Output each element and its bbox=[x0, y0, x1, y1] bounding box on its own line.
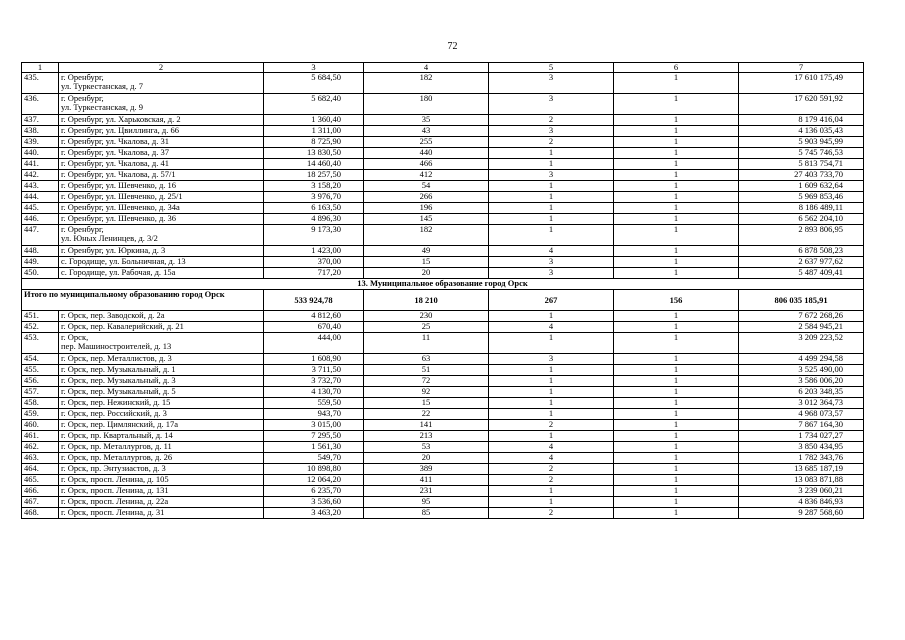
residents-cell: 51 bbox=[364, 365, 489, 376]
residents-cell: 440 bbox=[364, 148, 489, 159]
residents-cell: 182 bbox=[364, 225, 489, 246]
residents-cell: 11 bbox=[364, 333, 489, 354]
col6-cell: 1 bbox=[614, 508, 739, 519]
table-row bbox=[22, 311, 864, 322]
address-cell: г. Орск, просп. Ленина, д. 105 bbox=[59, 475, 264, 486]
cost-cell: 2 893 806,95 bbox=[739, 225, 864, 246]
area-cell: 10 898,80 bbox=[264, 464, 364, 475]
table-row bbox=[22, 181, 864, 192]
table-row bbox=[22, 486, 864, 497]
row-number: 464. bbox=[22, 464, 59, 475]
table-row bbox=[22, 387, 864, 398]
area-cell: 12 064,20 bbox=[264, 475, 364, 486]
col6-cell: 1 bbox=[614, 431, 739, 442]
area-cell: 3 711,50 bbox=[264, 365, 364, 376]
address-cell: г. Орск, пр. Металлургов, д. 11 bbox=[59, 442, 264, 453]
cost-cell: 5 487 409,41 bbox=[739, 268, 864, 279]
floors-cell: 1 bbox=[489, 365, 614, 376]
area-cell: 3 015,00 bbox=[264, 420, 364, 431]
cost-cell: 3 012 364,73 bbox=[739, 398, 864, 409]
cost-cell: 13 083 871,88 bbox=[739, 475, 864, 486]
col6-cell: 1 bbox=[614, 170, 739, 181]
residents-cell: 389 bbox=[364, 464, 489, 475]
table-row bbox=[22, 431, 864, 442]
row-number: 462. bbox=[22, 442, 59, 453]
address-cell: г. Оренбург, ул. Шевченко, д. 16 bbox=[59, 181, 264, 192]
table-row bbox=[22, 148, 864, 159]
area-cell: 1 608,90 bbox=[264, 354, 364, 365]
table-row bbox=[22, 94, 864, 115]
col6-cell: 1 bbox=[614, 73, 739, 94]
area-cell: 3 976,70 bbox=[264, 192, 364, 203]
area-cell: 559,50 bbox=[264, 398, 364, 409]
cost-cell: 7 672 268,26 bbox=[739, 311, 864, 322]
address-cell: г. Оренбург, ул. Шевченко, д. 25/1 bbox=[59, 192, 264, 203]
col6-cell: 1 bbox=[614, 409, 739, 420]
row-number: 466. bbox=[22, 486, 59, 497]
residents-cell: 20 bbox=[364, 453, 489, 464]
header-cell: 4 bbox=[364, 63, 489, 73]
floors-cell: 1 bbox=[489, 192, 614, 203]
table-row bbox=[22, 322, 864, 333]
row-number: 461. bbox=[22, 431, 59, 442]
cost-cell: 6 562 204,10 bbox=[739, 214, 864, 225]
floors-cell: 3 bbox=[489, 354, 614, 365]
floors-cell: 1 bbox=[489, 431, 614, 442]
residents-cell: 412 bbox=[364, 170, 489, 181]
floors-cell: 1 bbox=[489, 148, 614, 159]
floors-cell: 4 bbox=[489, 442, 614, 453]
row-number: 465. bbox=[22, 475, 59, 486]
floors-cell: 3 bbox=[489, 257, 614, 268]
col6-cell: 1 bbox=[614, 126, 739, 137]
residents-cell: 22 bbox=[364, 409, 489, 420]
cost-cell: 5 969 853,46 bbox=[739, 192, 864, 203]
area-cell: 370,00 bbox=[264, 257, 364, 268]
area-cell: 1 360,40 bbox=[264, 115, 364, 126]
address-cell: г. Оренбург, ул. Туркестанская, д. 9 bbox=[59, 94, 264, 115]
residents-cell: 255 bbox=[364, 137, 489, 148]
area-cell: 1 311,00 bbox=[264, 126, 364, 137]
address-cell: г. Оренбург, ул. Юных Ленинцев, д. 3/2 bbox=[59, 225, 264, 246]
table-row bbox=[22, 442, 864, 453]
residents-cell: 15 bbox=[364, 398, 489, 409]
housing-table bbox=[21, 62, 864, 519]
col6-cell: 1 bbox=[614, 387, 739, 398]
cost-cell: 3 586 006,20 bbox=[739, 376, 864, 387]
header-cell: 2 bbox=[59, 63, 264, 73]
address-cell: г. Орск, пер. Музыкальный, д. 1 bbox=[59, 365, 264, 376]
table-row bbox=[22, 365, 864, 376]
area-cell: 6 163,50 bbox=[264, 203, 364, 214]
row-number: 439. bbox=[22, 137, 59, 148]
address-cell: г. Орск, пер. Нежинский, д. 15 bbox=[59, 398, 264, 409]
address-cell: г. Оренбург, ул. Цвиллинга, д. 66 bbox=[59, 126, 264, 137]
area-cell: 13 830,50 bbox=[264, 148, 364, 159]
table-row bbox=[22, 159, 864, 170]
row-number: 453. bbox=[22, 333, 59, 354]
area-cell: 3 463,20 bbox=[264, 508, 364, 519]
address-cell: г. Орск, пер. Металлистов, д. 3 bbox=[59, 354, 264, 365]
residents-cell: 20 bbox=[364, 268, 489, 279]
col6-cell: 1 bbox=[614, 442, 739, 453]
table-row bbox=[22, 137, 864, 148]
residents-cell: 182 bbox=[364, 73, 489, 94]
row-number: 467. bbox=[22, 497, 59, 508]
floors-cell: 4 bbox=[489, 246, 614, 257]
cost-cell: 27 403 733,70 bbox=[739, 170, 864, 181]
row-number: 437. bbox=[22, 115, 59, 126]
cost-cell: 4 136 035,43 bbox=[739, 126, 864, 137]
col6-cell: 1 bbox=[614, 203, 739, 214]
cost-cell: 4 499 294,58 bbox=[739, 354, 864, 365]
address-cell: г. Оренбург, ул. Чкалова, д. 41 bbox=[59, 159, 264, 170]
row-number: 463. bbox=[22, 453, 59, 464]
area-cell: 549,70 bbox=[264, 453, 364, 464]
residents-cell: 196 bbox=[364, 203, 489, 214]
cost-cell: 1 609 632,64 bbox=[739, 181, 864, 192]
floors-cell: 1 bbox=[489, 486, 614, 497]
col6-cell: 1 bbox=[614, 214, 739, 225]
header-cell: 7 bbox=[739, 63, 864, 73]
col6-cell: 1 bbox=[614, 420, 739, 431]
col6-cell: 1 bbox=[614, 94, 739, 115]
table-row bbox=[22, 354, 864, 365]
row-number: 435. bbox=[22, 73, 59, 94]
row-number: 452. bbox=[22, 322, 59, 333]
table-row bbox=[22, 398, 864, 409]
cost-cell: 9 287 568,60 bbox=[739, 508, 864, 519]
cost-cell: 4 836 846,93 bbox=[739, 497, 864, 508]
col6-cell: 1 bbox=[614, 311, 739, 322]
row-number: 454. bbox=[22, 354, 59, 365]
total-label: Итого по муниципальному образованию город Орск bbox=[22, 290, 264, 311]
table-row bbox=[22, 333, 864, 354]
total-cost: 806 035 185,91 bbox=[739, 290, 864, 311]
area-cell: 4 896,30 bbox=[264, 214, 364, 225]
address-cell: г. Орск, пр. Квартальный, д. 14 bbox=[59, 431, 264, 442]
address-cell: г. Орск, пер. Машиностроителей, д. 13 bbox=[59, 333, 264, 354]
floors-cell: 3 bbox=[489, 73, 614, 94]
residents-cell: 95 bbox=[364, 497, 489, 508]
col6-cell: 1 bbox=[614, 376, 739, 387]
residents-cell: 49 bbox=[364, 246, 489, 257]
residents-cell: 411 bbox=[364, 475, 489, 486]
cost-cell: 7 867 164,30 bbox=[739, 420, 864, 431]
cost-cell: 3 209 223,52 bbox=[739, 333, 864, 354]
cost-cell: 17 610 175,49 bbox=[739, 73, 864, 94]
col6-cell: 1 bbox=[614, 464, 739, 475]
floors-cell: 1 bbox=[489, 181, 614, 192]
cost-cell: 8 179 416,04 bbox=[739, 115, 864, 126]
floors-cell: 1 bbox=[489, 387, 614, 398]
cost-cell: 6 203 348,35 bbox=[739, 387, 864, 398]
table-row bbox=[22, 376, 864, 387]
table-row bbox=[22, 126, 864, 137]
row-number: 468. bbox=[22, 508, 59, 519]
cost-cell: 3 525 490,00 bbox=[739, 365, 864, 376]
area-cell: 670,40 bbox=[264, 322, 364, 333]
floors-cell: 3 bbox=[489, 268, 614, 279]
table-row bbox=[22, 115, 864, 126]
floors-cell: 1 bbox=[489, 376, 614, 387]
row-number: 446. bbox=[22, 214, 59, 225]
row-number: 436. bbox=[22, 94, 59, 115]
row-number: 456. bbox=[22, 376, 59, 387]
total-row bbox=[22, 290, 864, 311]
row-number: 440. bbox=[22, 148, 59, 159]
col6-cell: 1 bbox=[614, 475, 739, 486]
area-cell: 18 257,50 bbox=[264, 170, 364, 181]
area-cell: 3 732,70 bbox=[264, 376, 364, 387]
table-row bbox=[22, 225, 864, 246]
residents-cell: 35 bbox=[364, 115, 489, 126]
address-cell: г. Орск, просп. Ленина, д. 31 bbox=[59, 508, 264, 519]
area-cell: 717,20 bbox=[264, 268, 364, 279]
table-row bbox=[22, 73, 864, 94]
address-cell: г. Орск, пер. Цимлянский, д. 17а bbox=[59, 420, 264, 431]
residents-cell: 466 bbox=[364, 159, 489, 170]
col6-cell: 1 bbox=[614, 268, 739, 279]
total-residents: 18 210 bbox=[364, 290, 489, 311]
area-cell: 1 561,30 bbox=[264, 442, 364, 453]
col6-cell: 1 bbox=[614, 365, 739, 376]
row-number: 458. bbox=[22, 398, 59, 409]
table-row bbox=[22, 475, 864, 486]
row-number: 457. bbox=[22, 387, 59, 398]
table-row bbox=[22, 508, 864, 519]
table-row bbox=[22, 246, 864, 257]
address-cell: г. Орск, пр. Энтузиастов, д. 3 bbox=[59, 464, 264, 475]
area-cell: 1 423,00 bbox=[264, 246, 364, 257]
residents-cell: 53 bbox=[364, 442, 489, 453]
cost-cell: 1 734 027,27 bbox=[739, 431, 864, 442]
area-cell: 14 460,40 bbox=[264, 159, 364, 170]
page-number: 72 bbox=[447, 41, 458, 52]
table-row bbox=[22, 170, 864, 181]
total-area: 533 924,78 bbox=[264, 290, 364, 311]
cost-cell: 1 782 343,76 bbox=[739, 453, 864, 464]
address-cell: с. Городище, ул. Рабочая, д. 15а bbox=[59, 268, 264, 279]
area-cell: 5 684,50 bbox=[264, 73, 364, 94]
col6-cell: 1 bbox=[614, 115, 739, 126]
header-cell: 5 bbox=[489, 63, 614, 73]
residents-cell: 92 bbox=[364, 387, 489, 398]
address-cell: г. Орск, пер. Российский, д. 3 bbox=[59, 409, 264, 420]
address-cell: с. Городище, ул. Больничная, д. 13 bbox=[59, 257, 264, 268]
cost-cell: 3 239 060,21 bbox=[739, 486, 864, 497]
section-title: 13. Муниципальное образование город Орск bbox=[22, 279, 864, 290]
row-number: 455. bbox=[22, 365, 59, 376]
total-col6: 156 bbox=[614, 290, 739, 311]
floors-cell: 2 bbox=[489, 137, 614, 148]
row-number: 442. bbox=[22, 170, 59, 181]
col6-cell: 1 bbox=[614, 137, 739, 148]
residents-cell: 25 bbox=[364, 322, 489, 333]
col6-cell: 1 bbox=[614, 322, 739, 333]
table-row bbox=[22, 420, 864, 431]
col6-cell: 1 bbox=[614, 148, 739, 159]
floors-cell: 1 bbox=[489, 398, 614, 409]
floors-cell: 1 bbox=[489, 497, 614, 508]
table-row bbox=[22, 192, 864, 203]
row-number: 447. bbox=[22, 225, 59, 246]
area-cell: 943,70 bbox=[264, 409, 364, 420]
residents-cell: 72 bbox=[364, 376, 489, 387]
row-number: 443. bbox=[22, 181, 59, 192]
address-cell: г. Орск, пр. Металлургов, д. 26 bbox=[59, 453, 264, 464]
address-cell: г. Орск, просп. Ленина, д. 22а bbox=[59, 497, 264, 508]
address-cell: г. Оренбург, ул. Шевченко, д. 36 bbox=[59, 214, 264, 225]
table-row bbox=[22, 409, 864, 420]
col6-cell: 1 bbox=[614, 333, 739, 354]
col6-cell: 1 bbox=[614, 192, 739, 203]
cost-cell: 5 745 746,53 bbox=[739, 148, 864, 159]
area-cell: 3 536,60 bbox=[264, 497, 364, 508]
address-cell: г. Оренбург, ул. Туркестанская, д. 7 bbox=[59, 73, 264, 94]
residents-cell: 145 bbox=[364, 214, 489, 225]
floors-cell: 4 bbox=[489, 453, 614, 464]
table-row bbox=[22, 497, 864, 508]
address-cell: г. Орск, просп. Ленина, д. 131 bbox=[59, 486, 264, 497]
cost-cell: 8 186 489,11 bbox=[739, 203, 864, 214]
col6-cell: 1 bbox=[614, 159, 739, 170]
total-floors: 267 bbox=[489, 290, 614, 311]
residents-cell: 54 bbox=[364, 181, 489, 192]
address-cell: г. Орск, пер. Кавалерийский, д. 21 bbox=[59, 322, 264, 333]
area-cell: 4 812,60 bbox=[264, 311, 364, 322]
row-number: 448. bbox=[22, 246, 59, 257]
cost-cell: 4 968 073,57 bbox=[739, 409, 864, 420]
address-cell: г. Оренбург, ул. Чкалова, д. 37 bbox=[59, 148, 264, 159]
table-row bbox=[22, 268, 864, 279]
address-cell: г. Орск, пер. Заводской, д. 2а bbox=[59, 311, 264, 322]
col6-cell: 1 bbox=[614, 398, 739, 409]
residents-cell: 213 bbox=[364, 431, 489, 442]
floors-cell: 3 bbox=[489, 126, 614, 137]
residents-cell: 63 bbox=[364, 354, 489, 365]
row-number: 445. bbox=[22, 203, 59, 214]
floors-cell: 1 bbox=[489, 203, 614, 214]
cost-cell: 2 637 977,62 bbox=[739, 257, 864, 268]
area-cell: 3 158,20 bbox=[264, 181, 364, 192]
header-cell: 1 bbox=[22, 63, 59, 73]
floors-cell: 1 bbox=[489, 409, 614, 420]
header-cell: 3 bbox=[264, 63, 364, 73]
row-number: 444. bbox=[22, 192, 59, 203]
residents-cell: 15 bbox=[364, 257, 489, 268]
col6-cell: 1 bbox=[614, 354, 739, 365]
residents-cell: 85 bbox=[364, 508, 489, 519]
address-cell: г. Орск, пер. Музыкальный, д. 5 bbox=[59, 387, 264, 398]
residents-cell: 180 bbox=[364, 94, 489, 115]
row-number: 449. bbox=[22, 257, 59, 268]
area-cell: 5 682,40 bbox=[264, 94, 364, 115]
residents-cell: 230 bbox=[364, 311, 489, 322]
address-cell: г. Оренбург, ул. Харьковская, д. 2 bbox=[59, 115, 264, 126]
row-number: 438. bbox=[22, 126, 59, 137]
residents-cell: 266 bbox=[364, 192, 489, 203]
col6-cell: 1 bbox=[614, 257, 739, 268]
address-cell: г. Оренбург, ул. Чкалова, д. 57/1 bbox=[59, 170, 264, 181]
table-row bbox=[22, 214, 864, 225]
table-row bbox=[22, 257, 864, 268]
cost-cell: 17 620 591,92 bbox=[739, 94, 864, 115]
cost-cell: 5 813 754,71 bbox=[739, 159, 864, 170]
floors-cell: 1 bbox=[489, 333, 614, 354]
area-cell: 4 130,70 bbox=[264, 387, 364, 398]
address-cell: г. Орск, пер. Музыкальный, д. 3 bbox=[59, 376, 264, 387]
address-cell: г. Оренбург, ул. Юркина, д. 3 bbox=[59, 246, 264, 257]
floors-cell: 2 bbox=[489, 508, 614, 519]
floors-cell: 1 bbox=[489, 311, 614, 322]
floors-cell: 2 bbox=[489, 420, 614, 431]
floors-cell: 3 bbox=[489, 94, 614, 115]
col6-cell: 1 bbox=[614, 181, 739, 192]
floors-cell: 2 bbox=[489, 464, 614, 475]
floors-cell: 3 bbox=[489, 170, 614, 181]
col6-cell: 1 bbox=[614, 225, 739, 246]
header-row bbox=[22, 63, 864, 73]
row-number: 441. bbox=[22, 159, 59, 170]
residents-cell: 231 bbox=[364, 486, 489, 497]
table-row bbox=[22, 453, 864, 464]
floors-cell: 1 bbox=[489, 225, 614, 246]
area-cell: 6 235,70 bbox=[264, 486, 364, 497]
col6-cell: 1 bbox=[614, 246, 739, 257]
cost-cell: 6 878 508,23 bbox=[739, 246, 864, 257]
area-cell: 8 725,90 bbox=[264, 137, 364, 148]
area-cell: 444,00 bbox=[264, 333, 364, 354]
section-row bbox=[22, 279, 864, 290]
floors-cell: 2 bbox=[489, 475, 614, 486]
address-cell: г. Оренбург, ул. Шевченко, д. 34а bbox=[59, 203, 264, 214]
floors-cell: 1 bbox=[489, 159, 614, 170]
floors-cell: 1 bbox=[489, 214, 614, 225]
table-row bbox=[22, 464, 864, 475]
row-number: 451. bbox=[22, 311, 59, 322]
row-number: 460. bbox=[22, 420, 59, 431]
area-cell: 7 295,50 bbox=[264, 431, 364, 442]
floors-cell: 4 bbox=[489, 322, 614, 333]
cost-cell: 2 584 945,21 bbox=[739, 322, 864, 333]
cost-cell: 13 685 187,19 bbox=[739, 464, 864, 475]
floors-cell: 2 bbox=[489, 115, 614, 126]
area-cell: 9 173,30 bbox=[264, 225, 364, 246]
residents-cell: 43 bbox=[364, 126, 489, 137]
row-number: 450. bbox=[22, 268, 59, 279]
col6-cell: 1 bbox=[614, 453, 739, 464]
col6-cell: 1 bbox=[614, 497, 739, 508]
col6-cell: 1 bbox=[614, 486, 739, 497]
cost-cell: 5 903 945,99 bbox=[739, 137, 864, 148]
residents-cell: 141 bbox=[364, 420, 489, 431]
cost-cell: 3 850 434,95 bbox=[739, 442, 864, 453]
row-number: 459. bbox=[22, 409, 59, 420]
table-row bbox=[22, 203, 864, 214]
address-cell: г. Оренбург, ул. Чкалова, д. 31 bbox=[59, 137, 264, 148]
header-cell: 6 bbox=[614, 63, 739, 73]
